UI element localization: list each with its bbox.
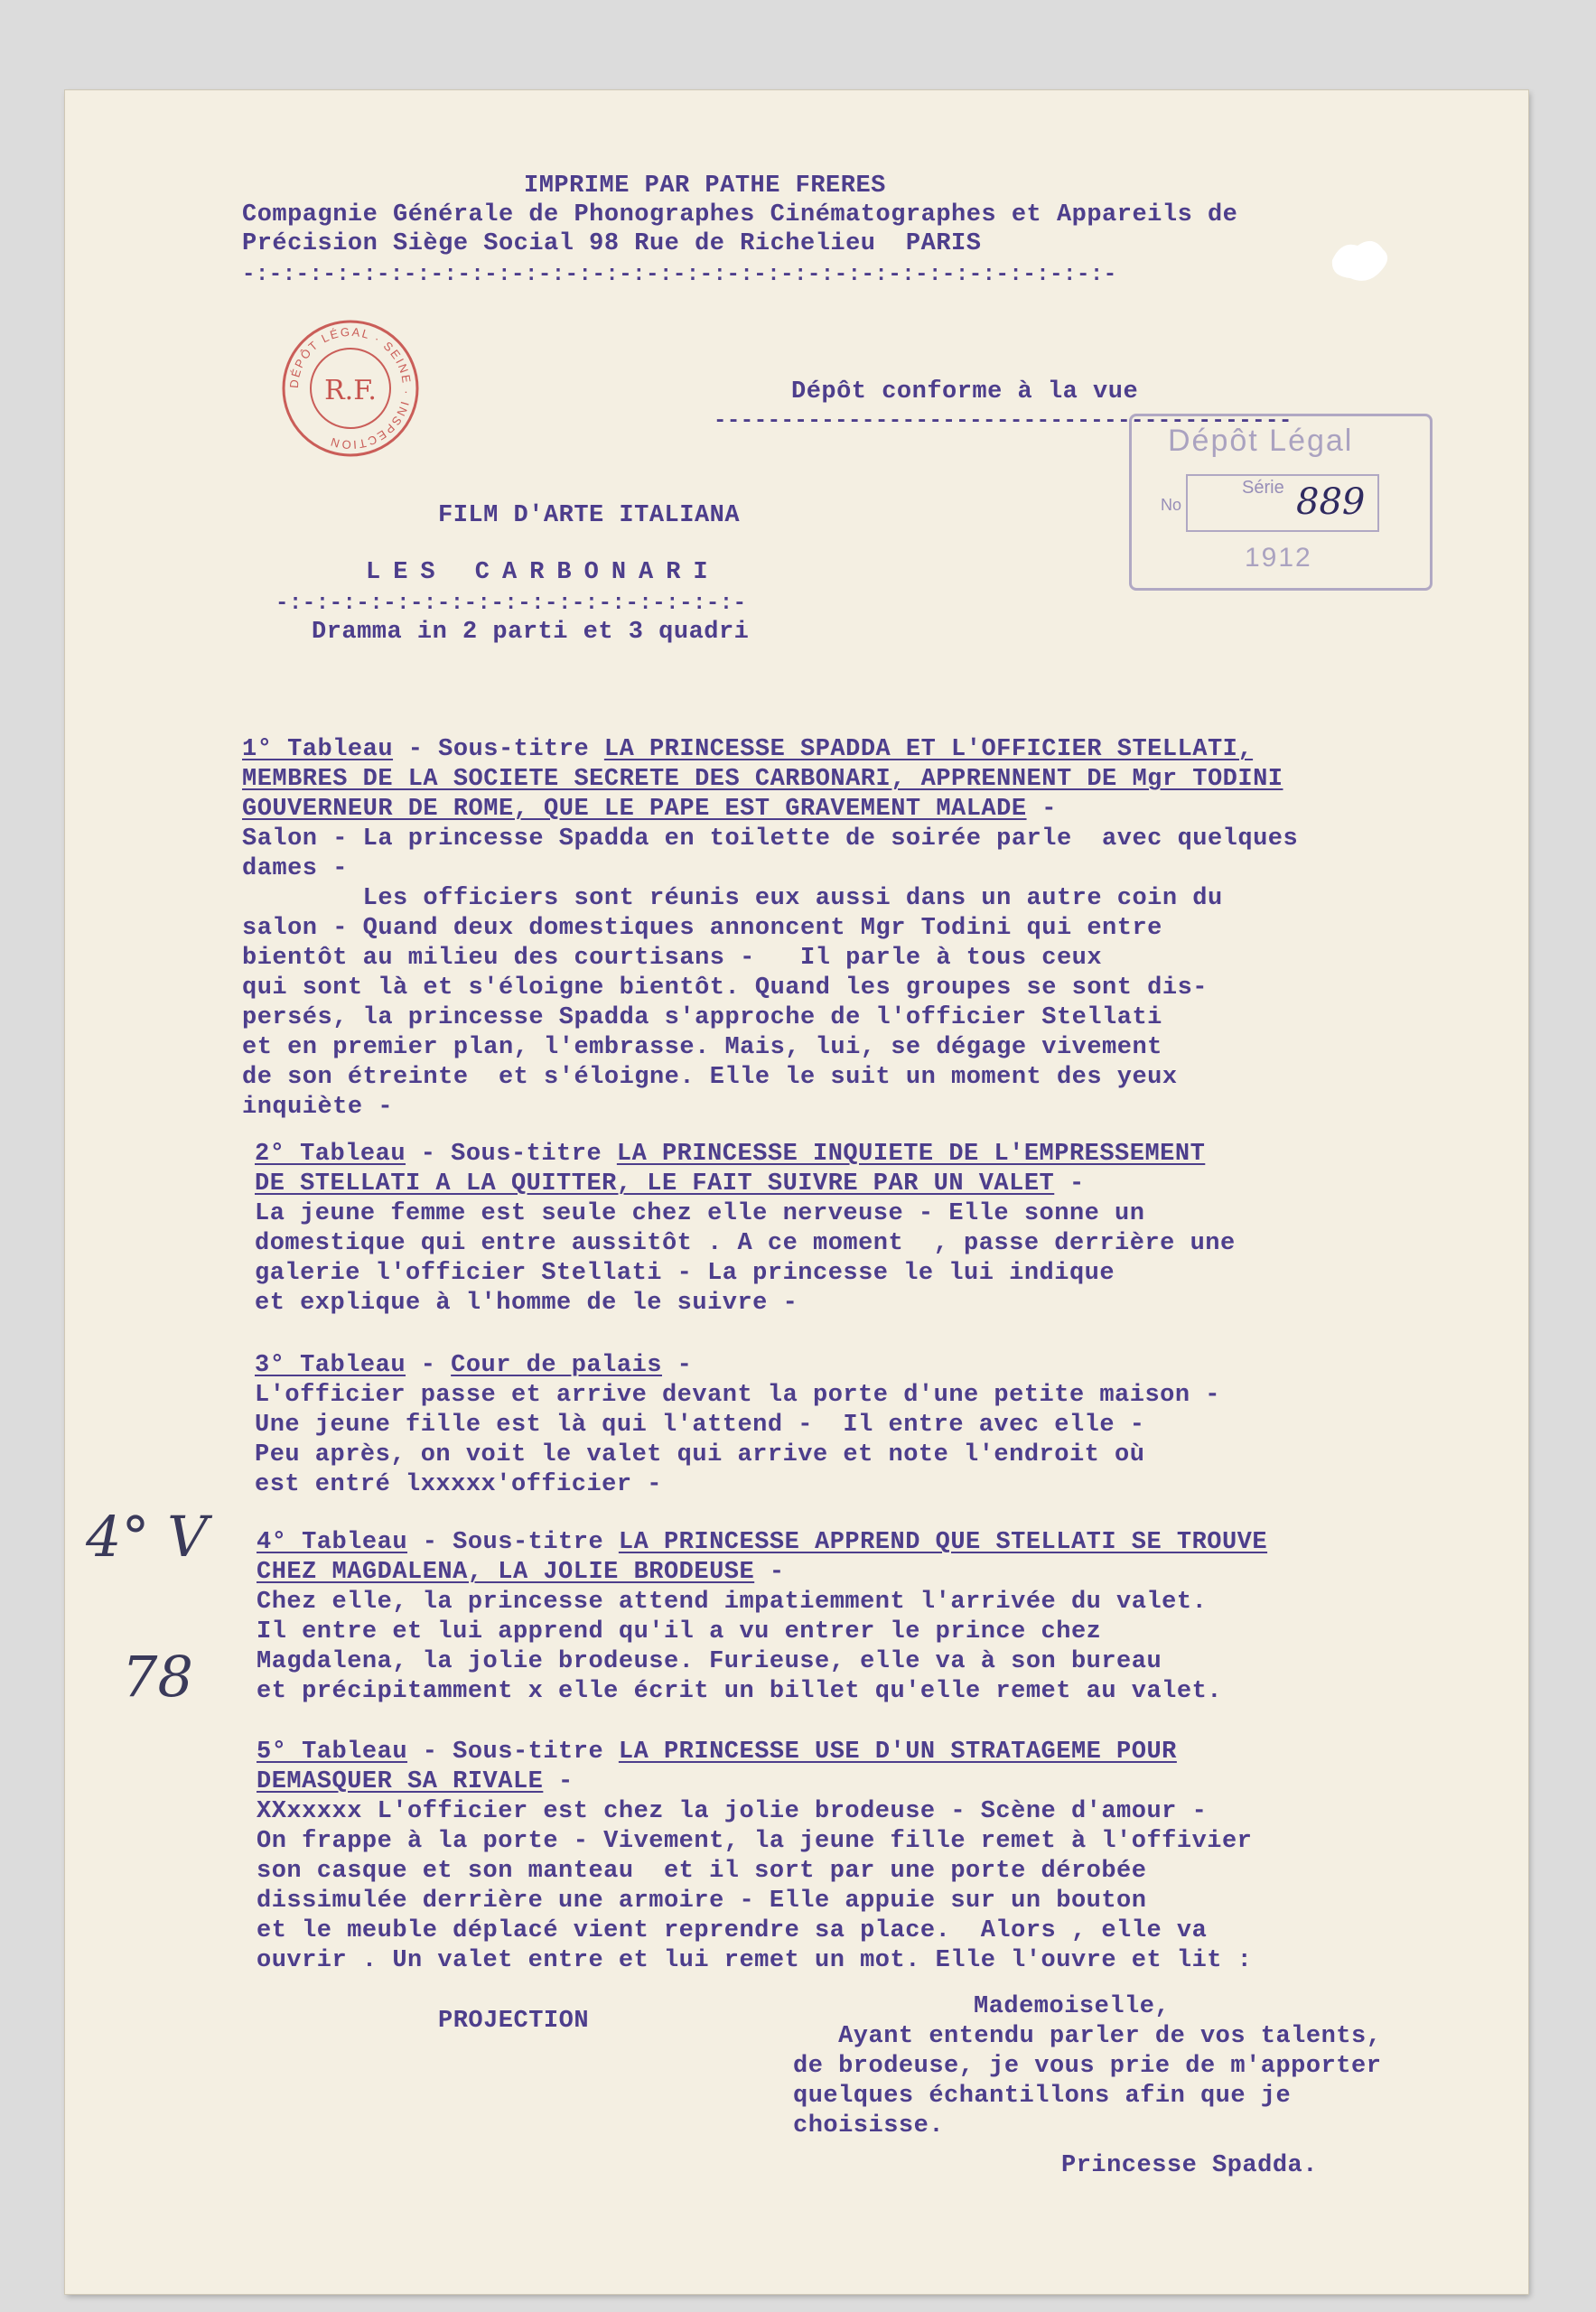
tableau-dash: - Sous-titre — [393, 736, 604, 763]
tableau-title-end: - — [1054, 1170, 1085, 1198]
letter-line: choisisse. — [793, 2112, 945, 2140]
tableau-title-line: LA PRINCESSE INQUIETE DE L'EMPRESSEMENT — [616, 1141, 1206, 1168]
body-line: ouvrir . Un valet entre et lui remet un mot. Elle l'ouvre et lit : — [257, 1947, 1253, 1974]
body-line: Chez elle, la princesse attend impatiemment l'arrivée du valet. — [257, 1589, 1208, 1616]
body-line: XXxxxxx L'officier est chez la jolie brodeuse - Scène d'amour - — [257, 1798, 1208, 1825]
body-line: et explique à l'homme de le suivre - — [255, 1290, 798, 1317]
depot-rule: ------------------------------------------- — [714, 409, 1293, 434]
tableau-dash: - — [406, 1352, 452, 1379]
tableau-label: 1° Tableau — [242, 736, 394, 763]
tableau-dash: - Sous-titre — [407, 1529, 619, 1556]
address-line: Précision Siège Social 98 Rue de Richelieu PARIS — [242, 230, 982, 257]
svg-text:R.F.: R.F. — [324, 375, 377, 406]
body-line: La jeune femme est seule chez elle nerveuse - Elle sonne un — [255, 1200, 1145, 1227]
depot-stamp-box — [1161, 474, 1379, 532]
body-line: et en premier plan, l'embrasse. Mais, lui, se dégage vivement — [242, 1034, 1162, 1061]
tableau-3 — [255, 1351, 1220, 1500]
body-line: Il entre et lui apprend qu'il a vu entrer le prince chez — [257, 1618, 1102, 1645]
tableau-title-line: Cour de palais — [451, 1352, 662, 1379]
company-line: Compagnie Générale de Phonographes Cinématographes et Appareils de — [242, 201, 1238, 228]
tableau-label: 3° Tableau — [255, 1352, 406, 1379]
body-line: Peu après, on voit le valet qui arrive et note l'endroit où — [255, 1441, 1145, 1468]
tableau-label: 4° Tableau — [257, 1529, 408, 1556]
tableau-2 — [255, 1140, 1236, 1319]
body-line: Les officiers sont réunis eux aussi dans un autre coin du — [242, 885, 1223, 912]
body-line: domestique qui entre aussitôt . A ce moment , passe derrière une — [255, 1230, 1236, 1257]
tableau-title-line: LA PRINCESSE SPADDA ET L'OFFICIER STELLATI, — [603, 736, 1254, 763]
printer-line: IMPRIME PAR PATHE FRERES — [524, 172, 886, 200]
tableau-title-line: GOUVERNEUR DE ROME, QUE LE PAPE EST GRAVEMENT MALADE — [242, 796, 1027, 823]
tableau-title-line: DEMASQUER SA RIVALE — [257, 1768, 544, 1795]
film-company: FILM D'ARTE ITALIANA — [438, 502, 741, 529]
tableau-1 — [242, 735, 1298, 1123]
tableau-label: 2° Tableau — [255, 1141, 406, 1168]
depot-stamp-title: Dépôt Légal — [1168, 424, 1354, 458]
body-line: On frappe à la porte - Vivement, la jeune fille remet à l'offivier — [257, 1828, 1253, 1855]
film-title: LES CARBONARI — [366, 559, 721, 586]
body-line: bientôt au milieu des courtisans - Il parle à tous ceux — [242, 945, 1103, 972]
tableau-title-line: CHEZ MAGDALENA, LA JOLIE BRODEUSE — [257, 1559, 755, 1586]
letter-line: de brodeuse, je vous prie de m'apporter — [793, 2053, 1382, 2080]
body-line: Magdalena, la jolie brodeuse. Furieuse, elle va à son bureau — [257, 1648, 1162, 1675]
body-line: est entré lxxxxx'officier - — [255, 1471, 662, 1498]
depot-stamp-number: 889 — [1296, 481, 1366, 523]
tableau-title-end: - — [543, 1768, 574, 1795]
letter-line: Ayant entendu parler de vos talents, — [793, 2023, 1382, 2050]
tableau-title-end: - — [754, 1559, 785, 1586]
body-line: qui sont là et s'éloigne bientôt. Quand les groupes se sont dis- — [242, 974, 1208, 1002]
svg-text:DÉPÔT LÉGAL · SEINE · INSPECTI: DÉPÔT LÉGAL · SEINE · INSPECTION — [286, 324, 415, 452]
body-line: Salon - La princesse Spadda en toilette de soirée parle avec quelques — [242, 825, 1299, 853]
body-line: galerie l'officier Stellati - La princesse le lui indique — [255, 1260, 1115, 1287]
body-line: dissimulée derrière une armoire - Elle appuie sur un bouton — [257, 1888, 1147, 1915]
margin-note-1: 4° V — [86, 1504, 208, 1570]
tableau-dash: - Sous-titre — [406, 1141, 617, 1168]
body-line: persés, la princesse Spadda s'approche de l'officier Stellati — [242, 1004, 1162, 1031]
tableau-title-line: MEMBRES DE LA SOCIETE SECRETE DES CARBONARI, APPRENNENT DE Mgr TODINI — [242, 766, 1283, 793]
depot-stamp-no: No — [1161, 496, 1182, 514]
tableau-dash: - Sous-titre — [407, 1739, 619, 1766]
body-line: dames - — [242, 855, 348, 882]
depot-label: Dépôt conforme à la vue — [791, 378, 1139, 406]
depot-legal-stamp — [1129, 414, 1433, 591]
body-line: et précipitamment x elle écrit un billet qu'elle remet au valet. — [257, 1678, 1222, 1705]
body-line: Une jeune fille est là qui l'attend - Il entre avec elle - — [255, 1412, 1145, 1439]
body-line: son casque et son manteau et il sort par une porte dérobée — [257, 1858, 1147, 1885]
letter-line: quelques échantillons afin que je — [793, 2083, 1292, 2110]
depot-stamp-year: 1912 — [1245, 543, 1312, 573]
film-divider: -:-:-:-:-:-:-:-:-:-:-:-:-:-:-:-:-:- — [275, 592, 747, 616]
projection-label: PROJECTION — [438, 2008, 590, 2035]
depot-stamp-serie: Série — [1242, 478, 1284, 498]
header-divider: -:-:-:-:-:-:-:-:-:-:-:-:-:-:-:-:-:-:-:-:-:-:-:-:-:-:-:-:-:-:-:-:- — [242, 263, 1117, 287]
letter-line: Mademoiselle, — [974, 1993, 1171, 2020]
paper-tear — [1323, 233, 1395, 287]
tableau-4 — [257, 1528, 1267, 1707]
margin-note-2: 78 — [122, 1644, 193, 1710]
tableau-title-line: LA PRINCESSE APPREND QUE STELLATI SE TROUVE — [618, 1529, 1268, 1556]
projection-letter — [793, 1992, 1381, 2141]
tableau-title-end: - — [661, 1352, 693, 1379]
letter-signature: Princesse Spadda. — [1061, 2152, 1318, 2179]
body-line: L'officier passe et arrive devant la porte d'une petite maison - — [255, 1382, 1220, 1409]
tableau-title-line: LA PRINCESSE USE D'UN STRATAGEME POUR — [618, 1739, 1177, 1766]
body-line: et le meuble déplacé vient reprendre sa place. Alors , elle va — [257, 1917, 1208, 1944]
tableau-title-end: - — [1026, 796, 1057, 823]
tableau-title-line: DE STELLATI A LA QUITTER, LE FAIT SUIVRE PAR UN VALET — [255, 1170, 1055, 1198]
tableau-label: 5° Tableau — [257, 1739, 408, 1766]
tableau-5 — [257, 1738, 1252, 1976]
rf-stamp — [278, 316, 423, 461]
film-subtitle: Dramma in 2 parti et 3 quadri — [312, 619, 750, 646]
body-line: de son étreinte et s'éloigne. Elle le suit un moment des yeux — [242, 1064, 1178, 1091]
body-line: salon - Quand deux domestiques annoncent Mgr Todini qui entre — [242, 915, 1162, 942]
body-line: inquiète - — [242, 1094, 394, 1121]
